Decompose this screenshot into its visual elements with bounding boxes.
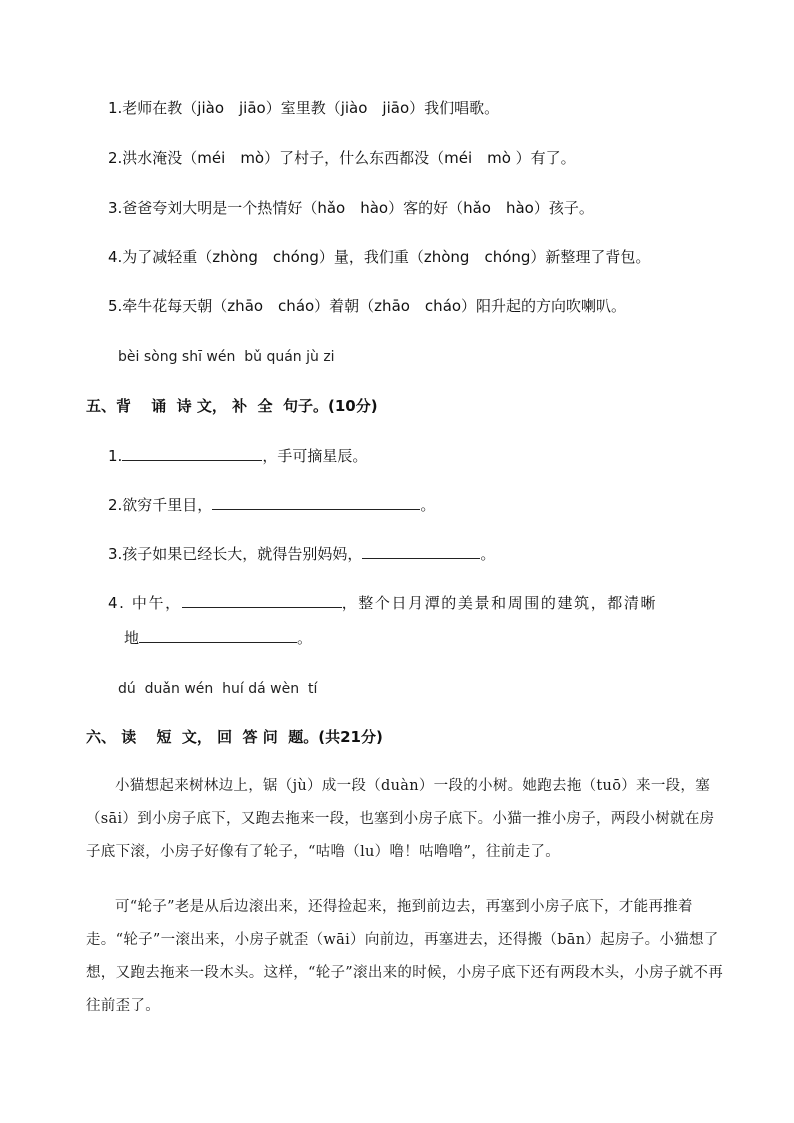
q4-line2-prefix: 地: [124, 629, 140, 647]
q2-prefix: 2.欲穷千里目，: [108, 496, 213, 514]
q4-mid: ，整个日月潭的美景和周围的建筑，都清晰: [341, 594, 658, 612]
q3-prefix: 3.孩子如果已经长大，就得告别妈妈，: [108, 545, 363, 563]
polyphone-item-4: 4.为了减轻重（zhòng chóng）量，我们重（zhòng chóng）新整理了背包。: [108, 248, 651, 266]
q4-prefix: 4. 中午，: [108, 594, 182, 612]
polyphone-item-2: 2.洪水淹没（méi mò）了村子，什么东西都没（méi mò ）有了。: [108, 149, 576, 167]
reading-paragraph-1: 小猫想起来树林边上，锯（jù）成一段（duàn）一段的小树。她跑去拖（tuō）来一段，塞（sāi）到小房子底下，又跑去拖来一段，也塞到小房子底下。小猫一推小房子，两段小树就在房子底下滚，小房子好像有了轮子，“咕噜（lu）噜！咕噜噜”，往前走了。: [86, 778, 715, 860]
q1-prefix: 1.: [108, 447, 123, 465]
q1-answer-blank[interactable]: [122, 445, 262, 461]
q1-suffix: ，手可摘星辰。: [262, 447, 368, 465]
q4-answer-blank-1[interactable]: [182, 592, 342, 608]
recite-question-1: [108, 445, 367, 466]
recite-question-3: [108, 543, 495, 564]
recite-question-4-line2: [124, 627, 312, 648]
polyphone-item-1: 1.老师在教（jiào jiāo）室里教（jiào jiāo）我们唱歌。: [108, 99, 500, 117]
polyphone-item-5: 5.牵牛花每天朝（zhāo cháo）着朝（zhāo cháo）阳升起的方向吹喇叭。: [108, 297, 627, 315]
reading-paragraph-2: 可“轮子”老是从后边滚出来，还得捡起来，拖到前边去，再塞到小房子底下，才能再推着走。“轮子”一滚出来，小房子就歪（wāi）向前边，再塞进去，还得搬（bān）起房子。小猫想了想，又跑去拖来一段木头。这样，“轮子”滚出来的时候，小房子底下还有两段木头，小房子就不再往前歪了。: [86, 899, 724, 1014]
recite-question-4: [108, 592, 657, 613]
section6-title: 六、 读 短 文， 回 答 问 题。(共21分): [86, 728, 383, 746]
section6-pinyin: dú duǎn wén huí dá wèn tí: [118, 681, 318, 697]
polyphone-item-3: 3.爸爸夸刘大明是一个热情好（hǎo hào）客的好（hǎo hào）孩子。: [108, 199, 594, 217]
q3-suffix: 。: [480, 545, 496, 563]
recite-question-2: [108, 494, 435, 515]
section5-title: 五、背 诵 诗 文， 补 全 句子。(10分): [86, 397, 378, 415]
q2-suffix: 。: [420, 496, 436, 514]
q3-answer-blank[interactable]: [362, 543, 480, 559]
q4-line2-suffix: 。: [297, 629, 313, 647]
q4-answer-blank-2[interactable]: [139, 627, 297, 643]
q2-answer-blank[interactable]: [212, 494, 420, 510]
section5-pinyin: bèi sòng shī wén bǔ quán jù zi: [118, 349, 335, 365]
